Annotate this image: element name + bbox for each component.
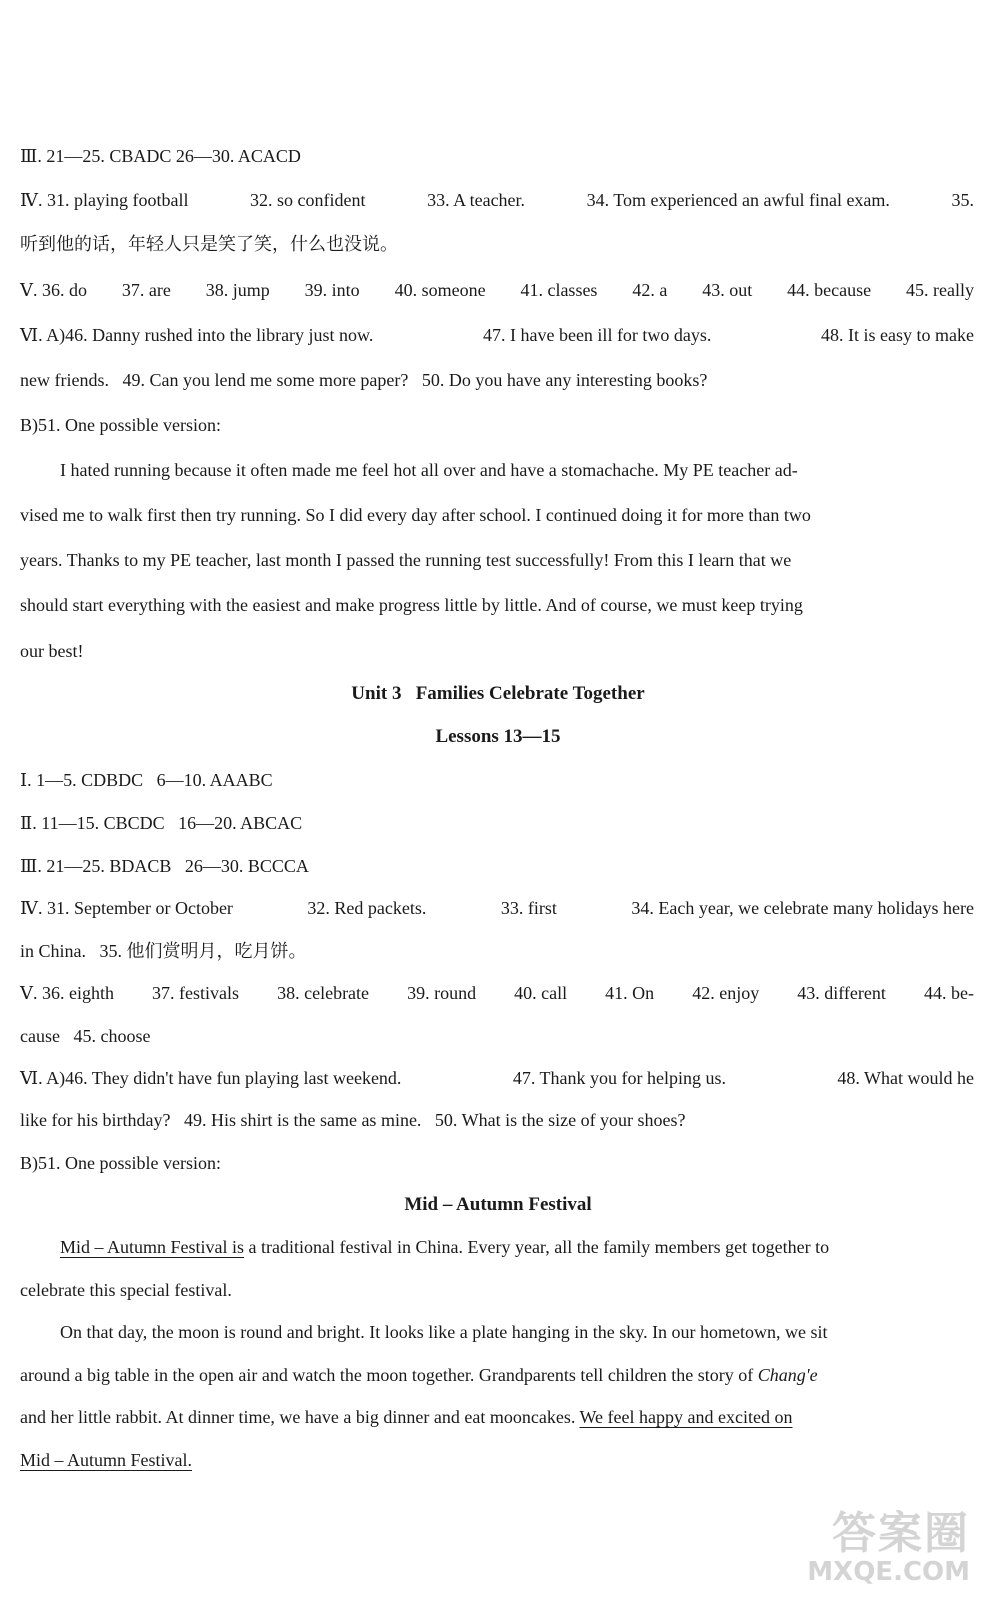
answer-iv-line-1	[20, 188, 974, 212]
answer-32: 32. so confident	[250, 190, 366, 210]
lessons-title: Lessons 13—15	[435, 726, 561, 747]
answer-39: 39. round	[407, 983, 477, 1003]
answer-33: 33. A teacher.	[427, 190, 526, 210]
answer-41: 41. classes	[520, 280, 598, 300]
essay-line: our best!	[20, 641, 84, 661]
answer-44: 44. because	[787, 280, 872, 300]
answer-32: 32. Red packets.	[307, 898, 427, 918]
answer-48: 48. What would he	[837, 1068, 974, 1088]
answer-31: Ⅳ. 31. September or October	[20, 898, 233, 918]
unit-title: Unit 3 Families Celebrate Together	[351, 683, 645, 704]
version-label: B)51. One possible version:	[20, 415, 221, 435]
answer-vi-line-2: like for his birthday? 49. His shirt is the same as mine. 50. What is the size of your shoes?	[20, 1110, 686, 1130]
essay-line: On that day, the moon is round and bright. It looks like a plate hanging in the sky. In our hometown, we sit	[60, 1322, 828, 1342]
version-label: B)51. One possible version:	[20, 1153, 221, 1173]
answer-iv-line-2: in China. 35. 他们赏明月，吃月饼。	[20, 941, 307, 961]
answer-ii-line: Ⅱ. 11—15. CBCDC 16—20. ABCAC	[20, 813, 303, 833]
answer-46: Ⅵ. A)46. Danny rushed into the library just now.	[20, 325, 374, 345]
answer-vi-line-1	[20, 1066, 974, 1090]
answer-38: 38. jump	[205, 280, 270, 300]
essay-line: around a big table in the open air and watch the moon together. Grandparents tell children the story of Chang'e	[20, 1365, 818, 1385]
answer-43: 43. different	[797, 983, 886, 1003]
answer-37: 37. are	[121, 280, 171, 300]
answer-40: 40. call	[514, 983, 568, 1003]
answer-vi-line-2: new friends. 49. Can you lend me some more paper? 50. Do you have any interesting books?	[20, 370, 708, 390]
answer-48: 48. It is easy to make	[821, 325, 974, 345]
answer-31: Ⅳ. 31. playing football	[20, 190, 189, 210]
answer-45: 45. really	[905, 280, 974, 300]
answer-35-label: 35.	[951, 190, 974, 210]
answer-34: 34. Tom experienced an awful final exam.	[586, 190, 890, 210]
answer-42: 42. enjoy	[692, 983, 760, 1003]
essay-line: I hated running because it often made me feel hot all over and have a stomachache. My PE teacher ad-	[60, 460, 798, 480]
essay-line: Mid – Autumn Festival is a traditional festival in China. Every year, all the family members get together to	[60, 1237, 830, 1257]
answer-37: 37. festivals	[152, 983, 240, 1003]
answer-39: 39. into	[304, 280, 360, 300]
essay-line: celebrate this special festival.	[20, 1280, 232, 1300]
answer-i-line: Ⅰ. 1—5. CDBDC 6—10. AAABC	[20, 770, 273, 790]
answer-iv-line-2: 听到他的话，年轻人只是笑了笑，什么也没说。	[20, 234, 398, 255]
essay-line	[20, 1448, 974, 1472]
italic-name: Chang'e	[757, 1365, 818, 1385]
answer-47: 47. I have been ill for two days.	[482, 325, 712, 345]
answer-36: Ⅴ. 36. do	[20, 280, 87, 300]
essay-title: Mid – Autumn Festival	[404, 1194, 592, 1215]
answer-34: 34. Each year, we celebrate many holidays here	[631, 898, 974, 918]
answer-iii-line: Ⅲ. 21—25. BDACB 26—30. BCCCA	[20, 856, 309, 876]
underlined-phrase: Mid – Autumn Festival is	[60, 1237, 245, 1257]
answer-36: Ⅴ. 36. eighth	[20, 983, 114, 1003]
answer-v-line	[20, 278, 974, 302]
answer-iii-line: Ⅲ. 21—25. CBADC 26—30. ACACD	[20, 146, 301, 166]
answer-40: 40. someone	[394, 280, 486, 300]
essay-line: and her little rabbit. At dinner time, we have a big dinner and eat mooncakes. We feel happy and excited on	[20, 1407, 793, 1427]
watermark-logo: 答案圈 MXQE.COM	[807, 1508, 970, 1587]
answer-41: 41. On	[605, 983, 655, 1003]
answer-33: 33. first	[500, 898, 557, 918]
answer-v-line-2: cause 45. choose	[20, 1026, 151, 1046]
underlined-phrase: We feel happy and excited on	[579, 1407, 793, 1427]
answer-43: 43. out	[702, 280, 753, 300]
essay-line: years. Thanks to my PE teacher, last month I passed the running test successfully! From this I learn that we	[20, 550, 792, 570]
answer-44: 44. be-	[923, 983, 974, 1003]
essay-line: should start everything with the easiest and make progress little by little. And of course, we must keep trying	[20, 595, 803, 615]
answer-vi-line-1	[20, 323, 974, 347]
essay-line: vised me to walk first then try running. So I did every day after school. I continued doing it for more than two	[20, 505, 811, 525]
answer-47: 47. Thank you for helping us.	[512, 1068, 726, 1088]
underlined-phrase: Mid – Autumn Festival.	[20, 1450, 193, 1470]
answer-46: Ⅵ. A)46. They didn't have fun playing last weekend.	[20, 1068, 402, 1088]
answer-v-line-1	[20, 981, 974, 1005]
answer-38: 38. celebrate	[277, 983, 370, 1003]
answer-42: 42. a	[632, 280, 668, 300]
answer-iv-line-1	[20, 896, 974, 920]
